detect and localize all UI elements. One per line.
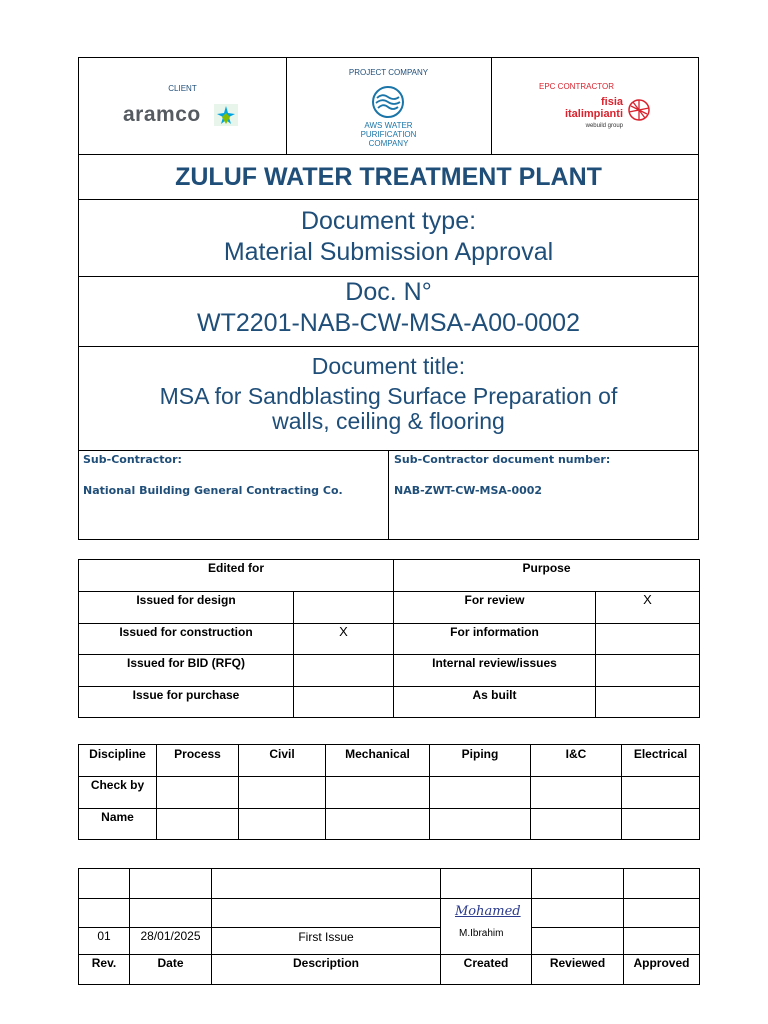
fisia-logo [551,96,651,136]
client-cell [79,58,286,154]
purpose-header: Purpose [394,560,700,592]
subcontractor-docnum: NAB-ZWT-CW-MSA-0002 [394,484,543,497]
aramco-logo [123,103,243,129]
aws-logo-line-1: AWS WATER [364,121,413,130]
aramco-logo-text: aramco [123,103,201,126]
discipline-table [78,744,700,840]
subcontractor-label: Sub-Contractor: [83,453,182,466]
date-value: 28/01/2025 [130,928,212,955]
rev-value: 01 [79,928,130,955]
purpose-item: As built [394,687,596,718]
edited-for-table [78,559,700,718]
signature-cell [441,899,532,928]
fisia-logo-line-2: italimpianti [564,108,623,120]
purpose-mark [596,655,700,687]
purpose-item: Internal review/issues [394,655,596,687]
aws-logo-icon [370,85,406,119]
created-header: Created [441,955,532,985]
discipline-header: I&C [531,745,622,777]
purpose-item: For information [394,624,596,655]
doc-type-label: Document type: [300,207,477,235]
rev-header: Rev. [79,955,130,985]
doc-title-line-1: MSA for Sandblasting Surface Preparation of [159,383,618,409]
edited-for-header: Edited for [79,560,394,592]
created-value: M.Ibrahim [441,928,532,955]
project-title: ZULUF WATER TREATMENT PLANT [175,163,602,191]
subcontractor-name: National Building General Contracting Co. [83,484,343,497]
project-company-label: PROJECT COMPANY [348,68,429,77]
discipline-header: Civil [239,745,326,777]
fisia-logo-line-3: webuild group [585,123,623,129]
reviewed-header: Reviewed [532,955,624,985]
discipline-header: Process [157,745,239,777]
doc-type-value: Material Submission Approval [223,238,554,266]
check-by-label: Check by [79,777,157,809]
epc-contractor-cell [491,58,699,154]
date-header: Date [130,955,212,985]
doc-number-label: Doc. N° [345,278,432,306]
edited-for-item: Issued for construction [79,624,294,655]
edited-for-mark [294,655,394,687]
edited-for-mark [294,687,394,718]
discipline-header: Piping [430,745,531,777]
name-label: Name [79,809,157,840]
aramco-star-icon [213,103,239,127]
discipline-header: Discipline [79,745,157,777]
discipline-header: Electrical [622,745,700,777]
doc-title-line-2: walls, ceiling & flooring [272,408,505,434]
approved-header: Approved [624,955,700,985]
purpose-mark [596,624,700,655]
description-value: First Issue [212,928,441,955]
description-header: Description [212,955,441,985]
aws-logo-line-2: PURIFICATION [360,130,417,139]
doc-number-value: WT2201-NAB-CW-MSA-A00-0002 [197,309,580,337]
edited-for-mark [294,592,394,624]
project-company-cell [286,58,491,154]
aws-logo-line-3: COMPANY [368,139,409,148]
doc-title-label: Document title: [311,353,466,379]
discipline-header: Mechanical [326,745,430,777]
purpose-item: For review [394,592,596,624]
edited-for-item: Issued for BID (RFQ) [79,655,294,687]
subcontractor-docnum-label: Sub-Contractor document number: [394,453,611,466]
purpose-mark: X [596,592,700,624]
fisia-logo-line-1: fisia [600,96,623,108]
edited-for-item: Issue for purchase [79,687,294,718]
signature: Mohamed [455,904,521,919]
document-header [78,57,699,540]
purpose-mark [596,687,700,718]
edited-for-item: Issued for design [79,592,294,624]
fisia-swirl-icon [627,98,651,122]
epc-contractor-label: EPC CONTRACTOR [539,82,614,91]
revision-table [78,868,700,985]
edited-for-mark: X [294,624,394,655]
client-label: CLIENT [168,84,197,93]
